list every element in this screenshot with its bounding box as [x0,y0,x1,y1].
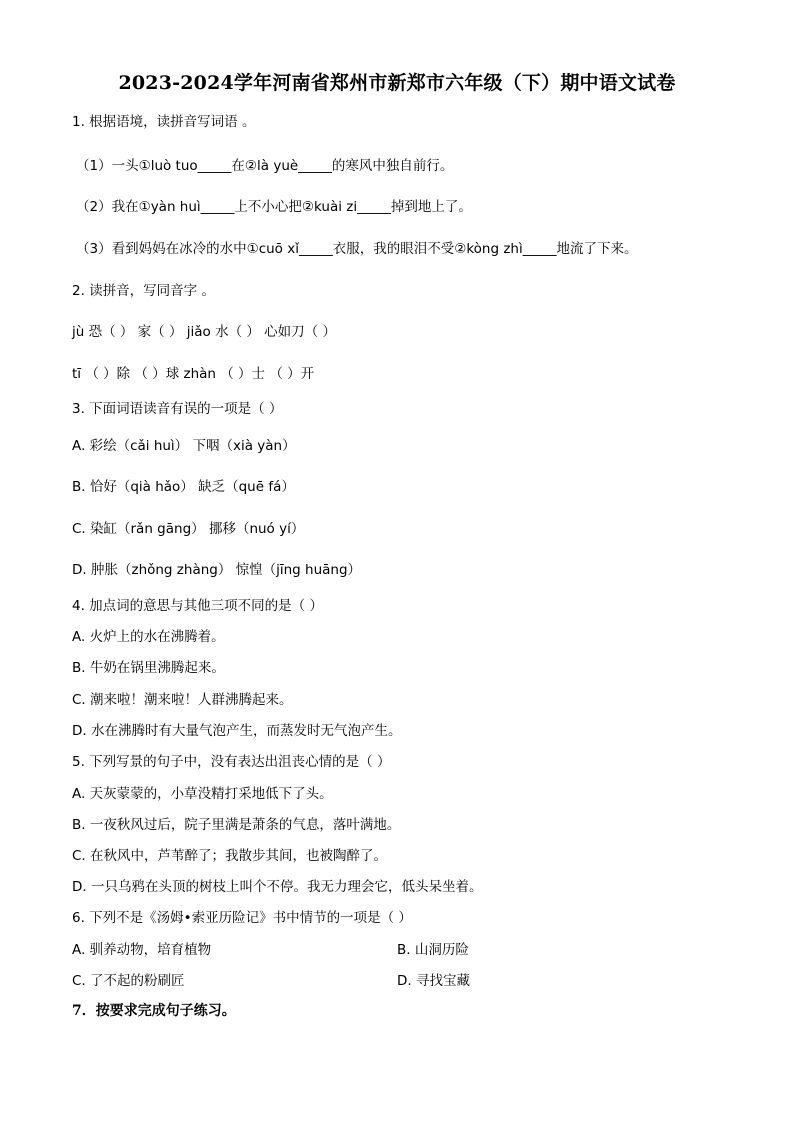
question-6-stem: 6. 下列不是《汤姆•索亚历险记》书中情节的一项是（ ） [72,910,412,926]
question-2-row-1: jù 恐（ ） 家（ ） jiǎo 水（ ） 心如刀（ ） [72,324,336,340]
question-1-item-3: （3）看到妈妈在冰冷的水中①cuō xǐ_____衣服，我的眼泪不受②kòng zhì_____地流了下来。 [76,241,638,257]
question-5-option-a: A. 天灰蒙蒙的，小草没精打采地低下了头。 [72,786,333,802]
question-4-option-b: B. 牛奶在锅里沸腾起来。 [72,660,225,676]
question-5-option-b: B. 一夜秋风过后，院子里满是萧条的气息，落叶满地。 [72,817,401,833]
question-6-option-b: B. 山洞历险 [397,942,469,958]
question-5-option-d: D. 一只乌鸦在头顶的树枝上叫个不停。我无力理会它，低头呆坐着。 [72,879,483,895]
page-title: 2023-2024学年河南省郑州市新郑市六年级（下）期中语文试卷 [118,72,676,94]
question-4-option-c: C. 潮来啦！潮来啦！人群沸腾起来。 [72,692,293,708]
question-3-option-d: D. 肿胀（zhǒng zhàng） 惊惶（jīng huāng） [72,562,362,578]
question-3-stem: 3. 下面词语读音有误的一项是（ ） [72,401,283,417]
question-3-option-a: A. 彩绘（cǎi huì） 下咽（xià yàn） [72,438,296,454]
question-3-option-c: C. 染缸（rǎn gāng） 挪移（nuó yí） [72,521,305,537]
question-6-option-a: A. 驯养动物，培育植物 [72,942,212,958]
question-2-row-2: tī （ ）除 （ ）球 zhàn （ ）士 （ ）开 [72,366,315,382]
question-1-item-2: （2）我在①yàn huì_____上不小心把②kuài zi_____掉到地上了。 [76,199,472,215]
question-1-item-1: （1）一头①luò tuo_____在②là yuè_____的寒风中独自前行。 [76,158,454,174]
question-5-option-c: C. 在秋风中，芦苇醉了；我散步其间，也被陶醉了。 [72,848,388,864]
question-6-option-c: C. 了不起的粉刷匠 [72,973,185,989]
question-1-stem: 1. 根据语境，读拼音写词语 。 [72,114,256,130]
question-4-option-d: D. 水在沸腾时有大量气泡产生，而蒸发时无气泡产生。 [72,723,402,739]
question-5-stem: 5. 下列写景的句子中，没有表达出沮丧心情的是（ ） [72,754,391,770]
question-3-option-b: B. 恰好（qià hǎo） 缺乏（quē fá） [72,479,295,495]
question-2-stem: 2. 读拼音，写同音字 。 [72,283,215,299]
question-4-option-a: A. 火炉上的水在沸腾着。 [72,629,225,645]
question-6-option-d: D. 寻找宝藏 [397,973,470,989]
question-4-stem: 4. 加点词的意思与其他三项不同的是（ ） [72,598,323,614]
question-7-stem: 7．按要求完成句子练习。 [72,1003,236,1019]
